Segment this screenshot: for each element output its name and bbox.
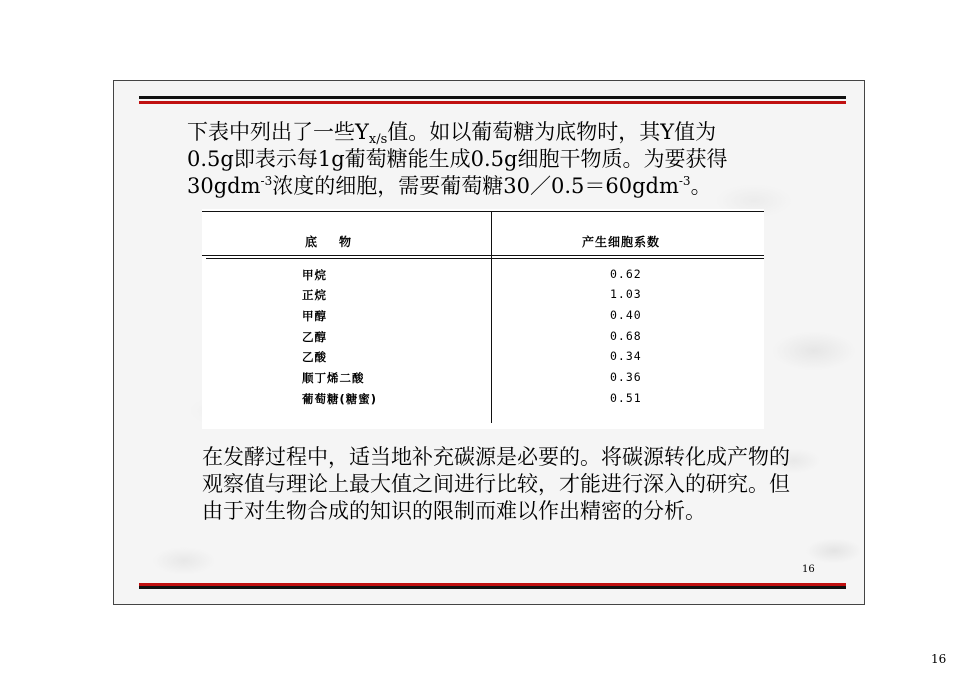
slide-number: 16 bbox=[802, 564, 815, 575]
slide bbox=[113, 80, 865, 605]
conclusion-paragraph: 在发酵过程中，适当地补充碳源是必要的。将碳源转化成产物的观察值与理论上最大值之间进行比较，才能进行深入的研究。但由于对生物合成的知识的限制而难以作出精密的分析。 bbox=[202, 445, 790, 523]
table-row: 甲醇 0.40 bbox=[302, 308, 642, 323]
page-number: 16 bbox=[931, 652, 947, 666]
header-substrate: 底物 bbox=[305, 235, 374, 249]
table-row: 顺丁烯二酸 0.36 bbox=[302, 370, 642, 385]
table-row: 乙酸 0.34 bbox=[302, 349, 642, 364]
top-double-rule bbox=[139, 96, 846, 104]
table-row: 葡萄糖(糖蜜) 0.51 bbox=[302, 391, 642, 406]
table-row: 正烷 1.03 bbox=[302, 287, 642, 302]
table-row: 乙醇 0.68 bbox=[302, 329, 642, 344]
header-coefficient: 产生细胞系数 bbox=[582, 235, 661, 249]
intro-paragraph: 下表中列出了一些$Y_{x/s}$值。如以葡萄糖为底物时，其Y值为 0.5g即表示每1g葡萄糖能生成0.5g细胞干物质。为要获得 30gdm$^{-3}$浓度的细胞，需要葡萄糖30／0.5＝60gdm$^{-3}$。 bbox=[187, 120, 728, 198]
bottom-double-rule bbox=[139, 581, 846, 589]
table-row: 甲烷 0.62 bbox=[302, 267, 642, 282]
yield-coefficient-table bbox=[202, 209, 764, 429]
